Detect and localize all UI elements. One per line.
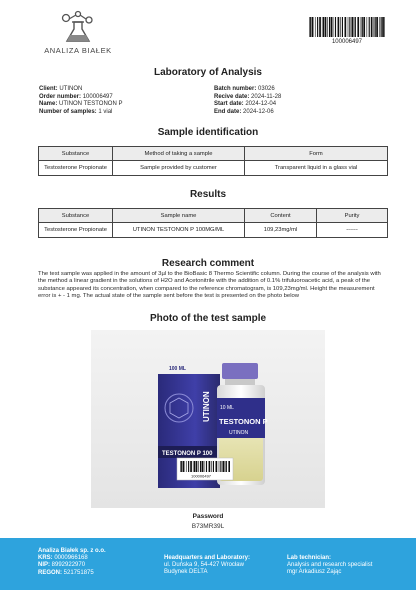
results-table <box>38 208 388 238</box>
svg-text:TESTONON P: TESTONON P <box>219 417 268 426</box>
table-cell: Transparent liquid in a glass vial <box>245 161 388 176</box>
regon-number: 521751875 <box>63 569 94 576</box>
footer-lab-technician: Lab technician: Analysis and research specialist mgr Arkadiusz Zając <box>287 555 373 576</box>
svg-text:10 ML: 10 ML <box>220 405 234 411</box>
info-row-start-date: Start date: 2024-12-04 <box>214 101 277 108</box>
svg-text:UTINON: UTINON <box>202 391 211 422</box>
table-cell: 109,23mg/ml <box>245 223 317 238</box>
info-right <box>214 86 281 116</box>
info-row-recive-date: Recive date: 2024-11-28 <box>214 93 282 100</box>
table-row <box>39 161 388 176</box>
research-comment-heading: Research comment <box>161 258 255 269</box>
svg-text:100006497: 100006497 <box>191 473 212 479</box>
footer-headquarters: Headquarters and Laboratory: ul. Duńska 9, 54-427 Wrocław Budynek DELTA <box>164 555 251 576</box>
company-name: Analiza Białek sp. z o.o. <box>38 548 106 554</box>
table-row <box>39 223 388 238</box>
info-left <box>39 86 122 116</box>
order-barcode <box>309 17 385 45</box>
table-header-cell: Content <box>245 209 317 223</box>
results-heading: Results <box>189 189 227 200</box>
table-cell: Testosterone Propionate <box>39 223 113 238</box>
company-logo <box>38 10 118 55</box>
table-header-cell: Method of taking a sample <box>113 147 245 161</box>
table-header-cell: Substance <box>39 147 113 161</box>
krs-number: 0000966168 <box>54 555 88 562</box>
table-cell: Testosterone Propionate <box>39 161 113 176</box>
table-header-cell: Form <box>245 147 388 161</box>
footer <box>0 538 416 590</box>
table-header-row <box>39 147 388 161</box>
table-header-cell: Sample name <box>113 209 245 223</box>
barcode-icon <box>309 17 385 37</box>
password-label: Password <box>192 513 224 520</box>
sample-identification-table <box>38 146 388 176</box>
photo-heading: Photo of the test sample <box>149 313 267 324</box>
research-comment-text: The test sample was applied in the amount of 3µl to the BioBasic 8 Thermo Scientific column. During the course of the analysis with the method a linear gradient in the solutions of H2O and Acetonitrile with the addition of 0.1% trifuluoroacetic acid, a peak of the substance appeared its concentration, when compared to the reference chromatogram, is 109,23mg/ml. Height the measurement error is + - 1 mg. The actual state of the sample sent before the test is presented on the photo below <box>38 271 381 300</box>
info-row-order-number: Order number: 100006497 <box>39 93 113 100</box>
svg-text:TESTONON P 100: TESTONON P 100 <box>162 451 213 457</box>
logo-text: ANALIZA BIAŁEK <box>44 46 112 55</box>
barcode-number: 100006497 <box>331 39 363 45</box>
test-sample-photo <box>91 330 325 508</box>
table-cell: ------ <box>317 223 388 238</box>
nip-number: 8992922970 <box>51 562 86 569</box>
info-row-batch-number: Batch number: 03026 <box>214 86 275 92</box>
table-header-cell: Substance <box>39 209 113 223</box>
table-header-row <box>39 209 388 223</box>
info-row-number-of-samples: Number of samples: 1 vial <box>39 108 113 115</box>
vial-cap <box>222 363 258 379</box>
password-value: B73MR39L <box>191 523 225 530</box>
info-row-name: Name: UTINON TESTONON P <box>39 101 123 108</box>
table-cell: UTINON TESTONON P 100MG/ML <box>113 223 245 238</box>
footer-company: Analiza Białek sp. z o.o. KRS: 0000966168 NIP: 8992922970 REGON: 521751875 <box>38 548 106 576</box>
table-cell: Sample provided by customer <box>113 161 245 176</box>
lab-flask-logo-icon <box>58 10 98 44</box>
product-photo-illustration <box>91 330 325 508</box>
table-header-cell: Purity <box>317 209 388 223</box>
svg-text:UTINON: UTINON <box>229 430 249 436</box>
svg-text:100 ML: 100 ML <box>169 366 186 372</box>
info-row-end-date: End date: 2024-12-06 <box>214 108 274 115</box>
info-row-client: Client: UTINON <box>39 86 83 92</box>
sample-identification-heading: Sample identification <box>157 127 259 138</box>
page-title: Laboratory of Analysis <box>154 67 262 78</box>
